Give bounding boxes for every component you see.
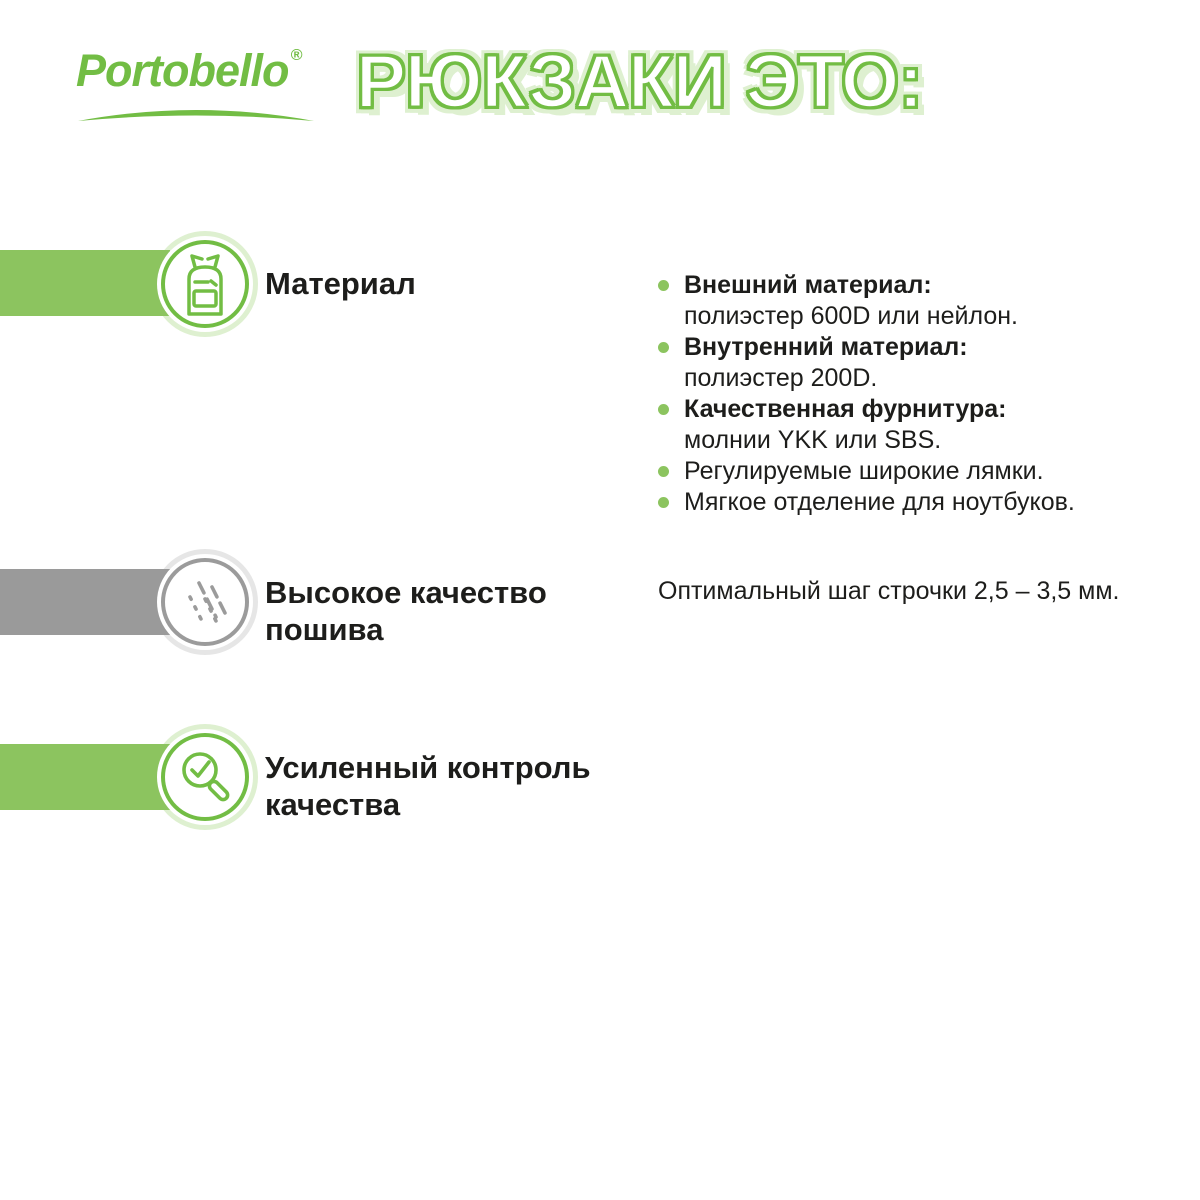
bullet-dot-icon [658, 280, 669, 291]
section-title: Высокое качество пошива [265, 575, 547, 647]
section-title: Усиленный контроль качества [265, 750, 591, 822]
list-item [658, 332, 1128, 394]
logo-wordmark [76, 45, 326, 96]
bullet-dot-icon [658, 466, 669, 477]
list-item [658, 456, 1128, 487]
accent-bar [0, 744, 170, 810]
bullet-bold-text: Внешний материал: [684, 271, 932, 299]
accent-bar [0, 250, 170, 316]
bullet-dot-icon [658, 497, 669, 508]
bullet-text: полиэстер 600D или нейлон. [684, 302, 1018, 330]
magnifier-check-icon [177, 749, 233, 805]
bullet-dot-icon [658, 404, 669, 415]
page-title: РЮКЗАКИ ЭТО: [356, 39, 923, 123]
bullet-text: полиэстер 200D. [684, 364, 878, 392]
logo-text: Portobello [76, 45, 289, 96]
icon-circle [161, 733, 249, 821]
registered-trademark-icon: ® [290, 47, 303, 64]
section-title: Материал [265, 266, 416, 301]
bullet-dot-icon [658, 342, 669, 353]
bullet-bold-text: Внутренний материал: [684, 333, 968, 361]
list-item [658, 270, 1128, 332]
bullet-bold-text: Качественная фурнитура: [684, 395, 1007, 423]
note-text: Оптимальный шаг строчки 2,5 – 3,5 мм. [658, 577, 1120, 605]
list-item [658, 394, 1128, 456]
icon-circle [161, 558, 249, 646]
bullet-text: молнии YKK или SBS. [684, 426, 942, 454]
backpack-icon [179, 251, 231, 317]
portobello-logo [76, 45, 326, 96]
accent-bar [0, 569, 170, 635]
bullet-text: Регулируемые широкие лямки. [684, 457, 1044, 485]
stitching-icon [179, 576, 231, 628]
logo-swoosh-icon [76, 106, 316, 126]
material-bullet-list [658, 270, 1128, 518]
icon-circle [161, 240, 249, 328]
bullet-text: Мягкое отделение для ноутбуков. [684, 488, 1075, 516]
list-item [658, 487, 1128, 518]
